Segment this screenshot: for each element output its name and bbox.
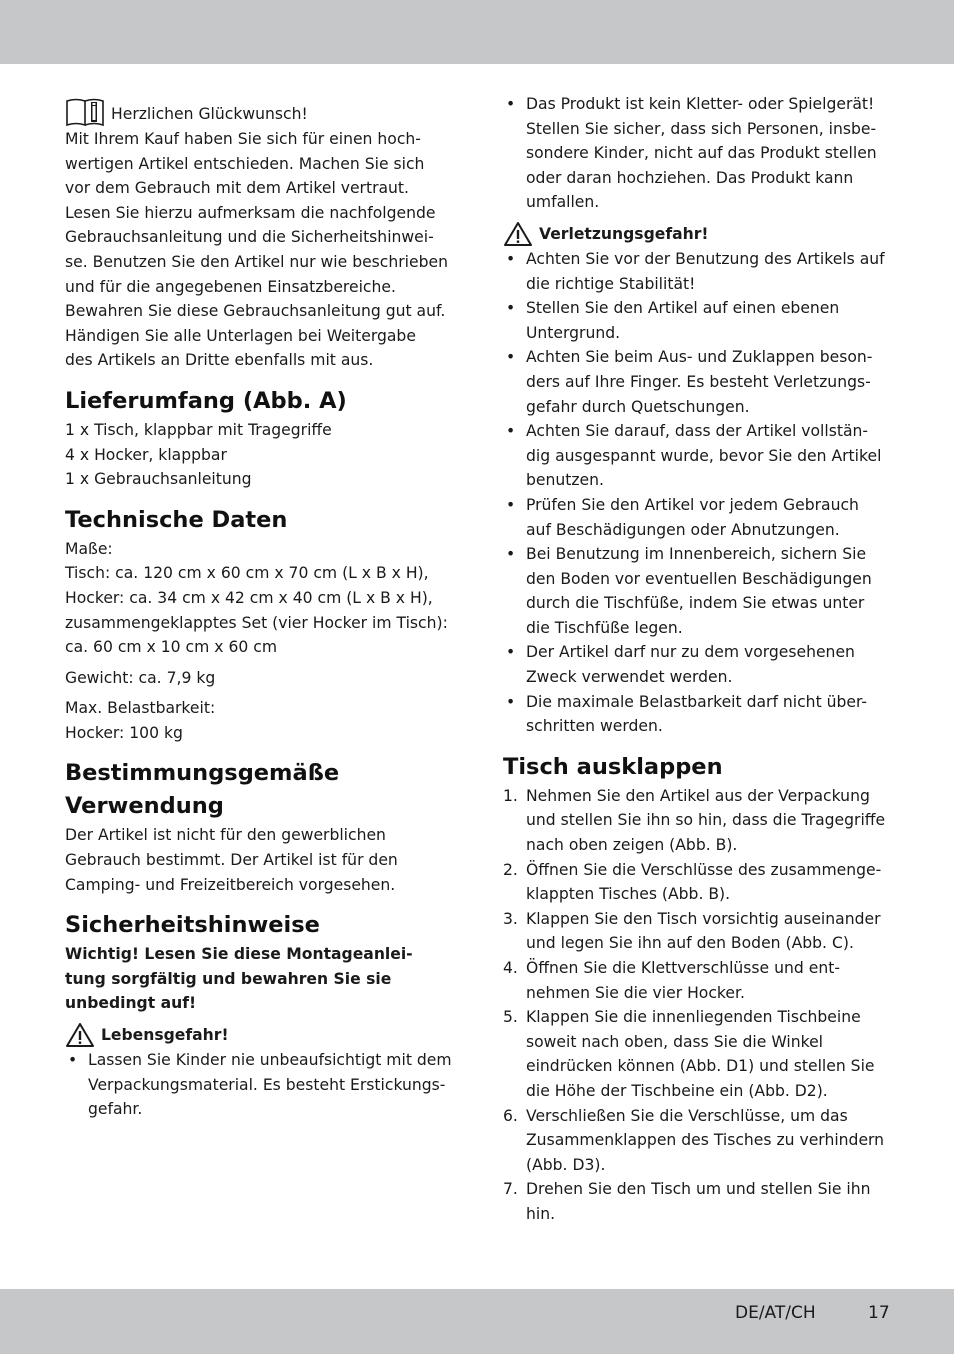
weight-text: Gewicht: ca. 7,9 kg — [65, 668, 216, 687]
list-item-line: • Bei Benutzung im Innenbereich, sichern Sie — [526, 545, 867, 564]
step-item — [503, 1005, 898, 1103]
step-line: hin. — [526, 1204, 556, 1223]
right-column — [503, 92, 898, 1227]
step-number: 7. — [503, 1180, 518, 1199]
intro-greeting: Herzlichen Glückwunsch! — [111, 105, 308, 124]
step-line: Öffnen Sie die Verschlüsse des zusammenge- — [526, 860, 882, 879]
step-number: 1. — [503, 786, 518, 805]
step-item — [503, 1104, 898, 1178]
step-number: 6. — [503, 1106, 518, 1125]
step-item — [503, 907, 898, 956]
lieferumfang-list — [65, 418, 460, 492]
list-item — [503, 296, 898, 345]
list-item-line: schritten werden. — [526, 717, 663, 736]
heading-line: Bestimmungsgemäße — [65, 760, 340, 787]
delivery-item: 1 x Gebrauchsanleitung — [65, 470, 252, 489]
text-line: Bewahren Sie diese Gebrauchsanleitung gut auf. — [65, 302, 446, 321]
text-line: Tisch: ca. 120 cm x 60 cm x 70 cm (L x B x H), — [65, 564, 429, 583]
delivery-item: 4 x Hocker, klappbar — [65, 445, 227, 464]
text-line: Gebrauchsanleitung und die Sicherheitshinwei- — [65, 228, 434, 247]
text-line: se. Benutzen Sie den Artikel nur wie beschrieben — [65, 252, 448, 271]
step-line: Klappen Sie die innenliegenden Tischbeine — [526, 1008, 861, 1027]
step-line: die Höhe der Tischbeine ein (Abb. D2). — [526, 1081, 828, 1100]
text-line: des Artikels an Dritte ebenfalls mit aus. — [65, 351, 374, 370]
step-line: soweit nach oben, dass Sie die Winkel — [526, 1032, 824, 1051]
text-line: und für die angegebenen Einsatzbereiche. — [65, 277, 396, 296]
list-item-line: Zweck verwendet werden. — [526, 668, 733, 687]
verwendung-text — [65, 823, 460, 897]
list-item-line: durch die Tischfüße, indem Sie etwas unter — [526, 594, 865, 613]
list-item — [503, 690, 898, 739]
lebensgefahr-warning — [65, 1022, 460, 1048]
list-item-line: • Prüfen Sie den Artikel vor jedem Gebrauch — [526, 495, 859, 514]
verletzungsgefahr-label: Verletzungsgefahr! — [539, 224, 709, 243]
text-line: vor dem Gebrauch mit dem Artikel vertraut. — [65, 179, 409, 198]
step-line: und legen Sie ihn auf den Boden (Abb. C). — [526, 934, 854, 953]
step-line: und stellen Sie ihn so hin, dass die Tragegriffe — [526, 811, 886, 830]
text-line: Hocker: ca. 34 cm x 42 cm x 40 cm (L x B x H), — [65, 588, 433, 607]
footer-region: DE/AT/CH — [735, 1303, 816, 1323]
step-line: Öffnen Sie die Klettverschlüsse und ent- — [526, 959, 840, 977]
list-item — [503, 493, 898, 542]
step-item — [503, 784, 898, 858]
list-item-line: auf Beschädigungen oder Abnutzungen. — [526, 520, 840, 539]
step-line: Zusammenklappen des Tisches zu verhindern — [526, 1131, 885, 1150]
text-line: Händigen Sie alle Unterlagen bei Weitergabe — [65, 326, 416, 345]
step-item — [503, 956, 898, 1005]
step-number: 2. — [503, 860, 518, 879]
list-item-line: • Lassen Sie Kinder nie unbeaufsichtigt mit dem — [88, 1051, 452, 1070]
delivery-item: 1 x Tisch, klappbar mit Tragegriffe — [65, 420, 332, 439]
lebensgefahr-list — [65, 1048, 460, 1122]
list-item-line: • Achten Sie vor der Benutzung des Artikels auf — [526, 249, 885, 268]
list-item-line: gefahr durch Quetschungen. — [526, 397, 750, 416]
list-item-line: Verpackungsmaterial. Es besteht Erstickungs- — [88, 1075, 446, 1094]
list-item-line: oder daran hochziehen. Das Produkt kann — [526, 168, 854, 187]
step-line: nach oben zeigen (Abb. B). — [526, 836, 738, 855]
intro-greeting-line — [65, 97, 460, 127]
list-item-line: • Der Artikel darf nur zu dem vorgesehenen — [526, 643, 855, 662]
text-line: Max. Belastbarkeit: — [65, 699, 216, 718]
list-item — [503, 419, 898, 493]
step-line: nehmen Sie die vier Hocker. — [526, 983, 745, 1002]
list-item-line: gefahr. — [88, 1100, 143, 1119]
heading-verwendung — [65, 757, 460, 823]
text-line: Maße: — [65, 539, 113, 558]
header-band — [0, 0, 954, 64]
text-line: Lesen Sie hierzu aufmerksam die nachfolgende — [65, 203, 436, 222]
dimensions-text — [65, 537, 460, 660]
warning-triangle-icon — [65, 1022, 95, 1048]
step-line: Klappen Sie den Tisch vorsichtig auseinander — [526, 909, 881, 928]
list-item — [503, 247, 898, 296]
text-line: Camping- und Freizeitbereich vorgesehen. — [65, 875, 396, 894]
list-item — [503, 640, 898, 689]
step-number: 3. — [503, 909, 518, 928]
text-line: Mit Ihrem Kauf haben Sie sich für einen hoch- — [65, 130, 421, 148]
heading-sicherheitshinweise: Sicherheitshinweise — [65, 912, 320, 939]
list-item — [503, 542, 898, 640]
heading-line: Verwendung — [65, 793, 224, 820]
verletzungsgefahr-warning — [503, 221, 898, 247]
heading-tisch-ausklappen: Tisch ausklappen — [503, 753, 723, 780]
left-column — [65, 97, 460, 1122]
list-item-line: • Die maximale Belastbarkeit darf nicht über- — [526, 692, 868, 711]
list-item-line: Untergrund. — [526, 323, 621, 342]
list-item — [503, 92, 898, 215]
list-item-line: • Stellen Sie den Artikel auf einen ebenen — [526, 299, 840, 318]
text-line: Wichtig! Lesen Sie diese Montageanlei- — [65, 945, 413, 964]
read-manual-icon — [65, 97, 105, 127]
text-line: zusammengeklapptes Set (vier Hocker im Tisch): — [65, 613, 448, 632]
list-item-line: den Boden vor eventuellen Beschädigungen — [526, 569, 872, 588]
list-item — [503, 345, 898, 419]
step-number: 5. — [503, 1008, 518, 1027]
page-number: 17 — [868, 1303, 890, 1323]
step-number: 4. — [503, 959, 518, 977]
step-line: eindrücken können (Abb. D1) und stellen Sie — [526, 1057, 875, 1076]
climbing-warning-list — [503, 92, 898, 215]
warning-triangle-icon — [503, 221, 533, 247]
list-item-line: • Achten Sie beim Aus- und Zuklappen beson- — [526, 348, 873, 367]
lebensgefahr-label: Lebensgefahr! — [101, 1025, 229, 1044]
step-line: Verschließen Sie die Verschlüsse, um das — [526, 1106, 848, 1125]
tisch-steps-list — [503, 784, 898, 1227]
text-line: Hocker: 100 kg — [65, 723, 183, 742]
list-item-line: • Achten Sie darauf, dass der Artikel vollstän- — [526, 422, 869, 441]
step-item — [503, 1177, 898, 1226]
list-item-line: benutzen. — [526, 471, 604, 490]
text-line: Gebrauch bestimmt. Der Artikel ist für den — [65, 851, 398, 870]
step-item — [503, 858, 898, 907]
list-item-line: umfallen. — [526, 193, 600, 212]
list-item-line: die richtige Stabilität! — [526, 274, 696, 293]
list-item — [65, 1048, 460, 1122]
list-item-line: sondere Kinder, nicht auf das Produkt stellen — [526, 144, 877, 163]
max-load-text — [65, 696, 460, 745]
step-line: (Abb. D3). — [526, 1155, 606, 1174]
step-line: Drehen Sie den Tisch um und stellen Sie ihn — [526, 1180, 871, 1199]
text-line: wertigen Artikel entschieden. Machen Sie sich — [65, 154, 425, 173]
important-notice — [65, 942, 460, 1016]
list-item-line: • Das Produkt ist kein Kletter- oder Spielgerät! — [526, 95, 875, 113]
list-item-line: Stellen Sie sicher, dass sich Personen, insbe- — [526, 119, 877, 138]
intro-text — [65, 127, 460, 373]
text-line: tung sorgfältig und bewahren Sie sie — [65, 969, 392, 988]
text-line: unbedingt auf! — [65, 994, 197, 1013]
list-item-line: ders auf Ihre Finger. Es besteht Verletzungs- — [526, 372, 871, 391]
text-line: Der Artikel ist nicht für den gewerblichen — [65, 826, 386, 845]
text-line: ca. 60 cm x 10 cm x 60 cm — [65, 638, 278, 657]
verletzungsgefahr-list — [503, 247, 898, 739]
step-line: Nehmen Sie den Artikel aus der Verpackung — [526, 786, 870, 805]
list-item-line: die Tischfüße legen. — [526, 618, 683, 637]
list-item-line: dig ausgespannt wurde, bevor Sie den Artikel — [526, 446, 882, 465]
heading-technische-daten: Technische Daten — [65, 506, 288, 533]
heading-lieferumfang: Lieferumfang (Abb. A) — [65, 387, 347, 414]
step-line: klappten Tisches (Abb. B). — [526, 885, 731, 904]
